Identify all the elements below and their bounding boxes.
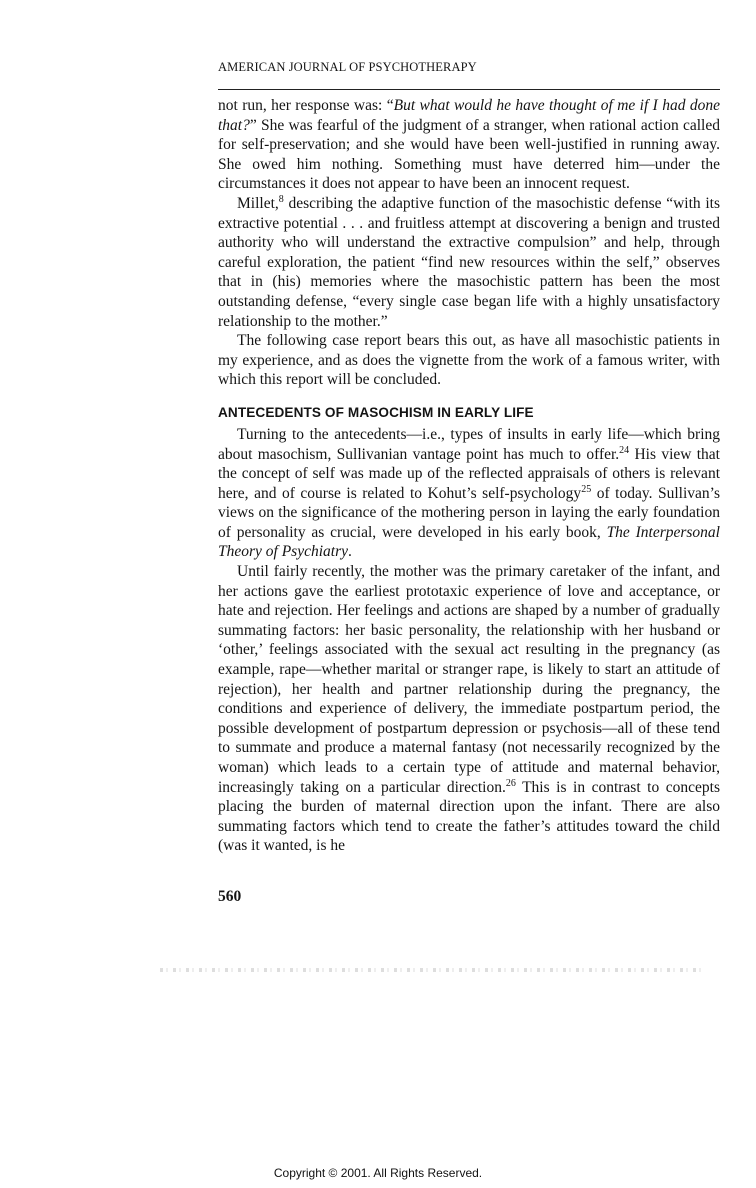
footnote-ref: 24: [619, 444, 630, 456]
p5-text-b: This is in contrast to concepts placing the burden of maternal direction upon the infant. There are also summating factors which tend to create the father’s attitudes toward the child (was it wanted, is he: [218, 778, 720, 855]
p2-text-b: describing the adaptive function of the masochistic defense “with its extractive potential . . . and fruitless attempt at discovering a benign and trusted authority who will understand the extractive compulsion” and help, through careful exploration, the patient “find new resources within the self,” observes that in (his) memories where the masochistic pattern has been the most outstanding defense, “every single case began life with a highly unsatisfactory relationship to the mother.”: [218, 194, 720, 330]
p4-text-c: of today. Sullivan’s views on the significance of the mothering person in laying the early foundation of personality as crucial, were developed in his early book,: [218, 484, 720, 541]
footnote-ref: 25: [581, 483, 592, 495]
p1-text-a: not run, her response was: “: [218, 97, 394, 114]
footnote-ref: 26: [505, 777, 516, 789]
article-body: [218, 96, 720, 856]
paragraph-1: [218, 96, 720, 194]
book-title: The Interpersonal Theory of Psychiatry: [218, 523, 720, 561]
p2-text-a: Millet,: [237, 194, 279, 212]
p5-text-a: Until fairly recently, the mother was the primary caretaker of the infant, and her actions gave the earliest prototaxic experience of love and acceptance, or hate and rejection. Her feelings and actions are shaped by a number of gradually summating factors: her basic personality, the relationship with her husband or ‘other,’ feelings associated with the sexual act resulting in the pregnancy (as example, rape—whether marital or stranger rape, is likely to start an attitude of rejection), her health and partner relationship during the pregnancy, the conditions and experience of delivery, the immediate postpartum period, the possible development of postpartum depression or psychosis—all of these tend to summate and produce a maternal fantasy (not necessarily recognized by the woman) which leads to a certain type of attitude and maternal behavior, increasingly taking on a particular direction.: [218, 563, 720, 796]
p1-text-b: ” She was fearful of the judgment of a stranger, when rational action called for self-preservation; and she would have been well-justified in running away. She owed him nothing. Something must have deterred him—under the circumstances it does not appear to have been an innocent request.: [218, 116, 720, 193]
paragraph-5: [218, 562, 720, 856]
p4-text-d: .: [348, 543, 352, 561]
footnote-ref: 8: [278, 193, 284, 205]
header-rule: [218, 89, 720, 90]
p1-quote: But what would he have thought of me if I had done that?: [218, 97, 720, 134]
section-heading: ANTECEDENTS OF MASOCHISM IN EARLY LIFE: [218, 404, 534, 420]
scan-artifact-line: [160, 968, 705, 972]
paragraph-2: [218, 194, 720, 331]
page-number: 560: [218, 888, 242, 905]
copyright-footer: Copyright © 2001. All Rights Reserved.: [273, 1166, 483, 1180]
p4-text-a: Turning to the antecedents—i.e., types of insults in early life—which bring about masochism, Sullivanian vantage point has much to offer.: [218, 425, 720, 463]
paragraph-3: The following case report bears this out, as have all masochistic patients in my experience, and as does the vignette from the work of a famous writer, with which this report will be concluded.: [218, 332, 720, 389]
running-head: AMERICAN JOURNAL OF PSYCHOTHERAPY: [218, 60, 477, 74]
p4-text-b: His view that the concept of self was made up of the reflected appraisals of others is relevant here, and of course is related to Kohut’s self-psychology: [218, 445, 720, 502]
paragraph-4: [218, 425, 720, 562]
